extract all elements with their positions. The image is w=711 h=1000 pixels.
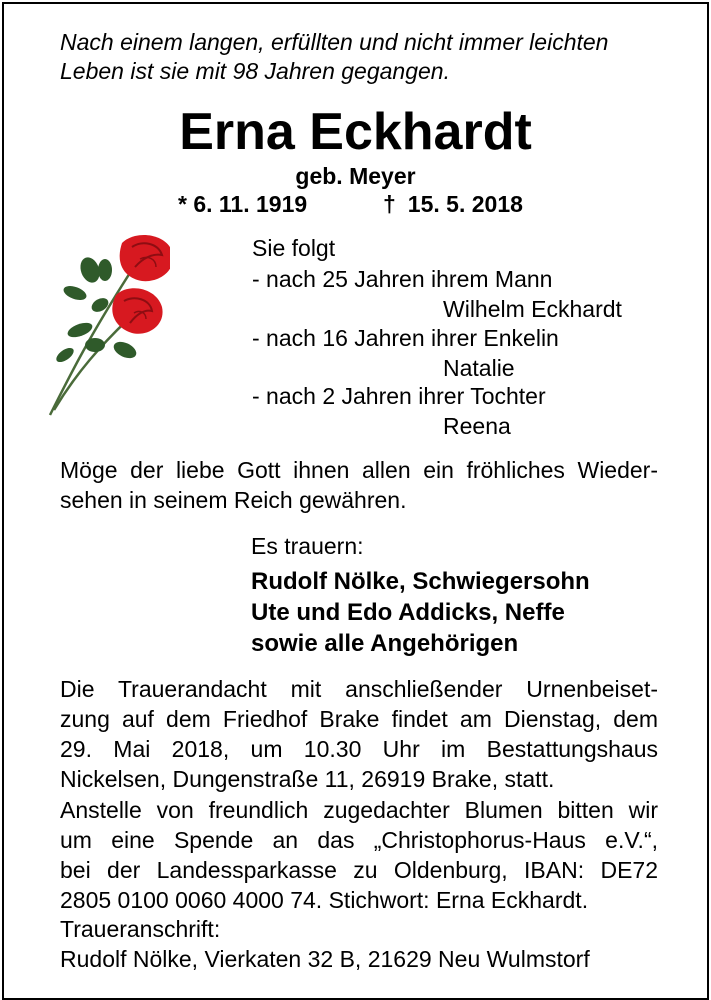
blessing-text [60, 455, 658, 515]
intro-text [60, 28, 608, 86]
rose-illustration [40, 225, 170, 425]
blessing-line: Möge der liebe Gott ihnen allen ein fröhliches Wieder- [60, 457, 658, 483]
donation-line: Anstelle von freundlich zugedachter Blumen bitten wir [60, 797, 658, 823]
mourner: Rudolf Nölke, Schwiegersohn [251, 568, 590, 595]
service-line: Die Trauerandacht mit anschließender Urnenbeiset- [60, 676, 658, 702]
death-date-group [383, 191, 523, 218]
mourners-list [251, 566, 590, 659]
mourners-intro: Es trauern: [251, 533, 364, 559]
death-date: 15. 5. 2018 [407, 191, 523, 217]
intro-line: Nach einem langen, erfüllten und nicht immer leichten [60, 29, 609, 55]
survivor-line: - nach 16 Jahren ihrer Enkelin [252, 325, 559, 351]
blessing-line: sehen in seinem Reich gewähren. [60, 487, 407, 513]
address-block [60, 914, 658, 974]
survivor-line: - nach 25 Jahren ihrem Mann [252, 266, 553, 292]
birth-date: * 6. 11. 1919 [178, 191, 308, 217]
maiden-name: geb. Meyer [295, 163, 416, 189]
service-line: Nickelsen, Dungenstraße 11, 26919 Brake, statt. [60, 766, 555, 792]
address-text: Rudolf Nölke, Vierkaten 32 B, 21629 Neu Wulmstorf [60, 946, 590, 972]
donation-text [60, 795, 658, 915]
mourner: Ute und Edo Addicks, Neffe [251, 599, 565, 626]
deceased-name: Erna Eckhardt [179, 103, 532, 161]
survivor-line: - nach 2 Jahren ihrer Tochter [252, 383, 546, 409]
survivor-name: Wilhelm Eckhardt [443, 296, 622, 322]
service-line: zung auf dem Friedhof Brake findet am Dienstag, dem [60, 706, 658, 732]
service-line: 29. Mai 2018, um 10.30 Uhr im Bestattungshaus [60, 736, 658, 762]
survivors-intro: Sie folgt [252, 235, 336, 261]
cross-icon: † [383, 191, 396, 217]
address-label: Traueranschrift: [60, 916, 221, 942]
donation-line: um eine Spende an das „Christophorus-Haus e.V.“, [60, 827, 658, 853]
survivor-name: Natalie [443, 355, 515, 381]
service-text [60, 674, 658, 794]
intro-line: Leben ist sie mit 98 Jahren gegangen. [60, 58, 450, 84]
donation-line: bei der Landessparkasse zu Oldenburg, IBAN: DE72 [60, 857, 658, 883]
rose-top [120, 235, 170, 281]
survivor-name: Reena [443, 413, 511, 439]
donation-line: 2805 0100 0060 4000 74. Stichwort: Erna Eckhardt. [60, 887, 589, 913]
mourner: sowie alle Angehörigen [251, 630, 519, 657]
